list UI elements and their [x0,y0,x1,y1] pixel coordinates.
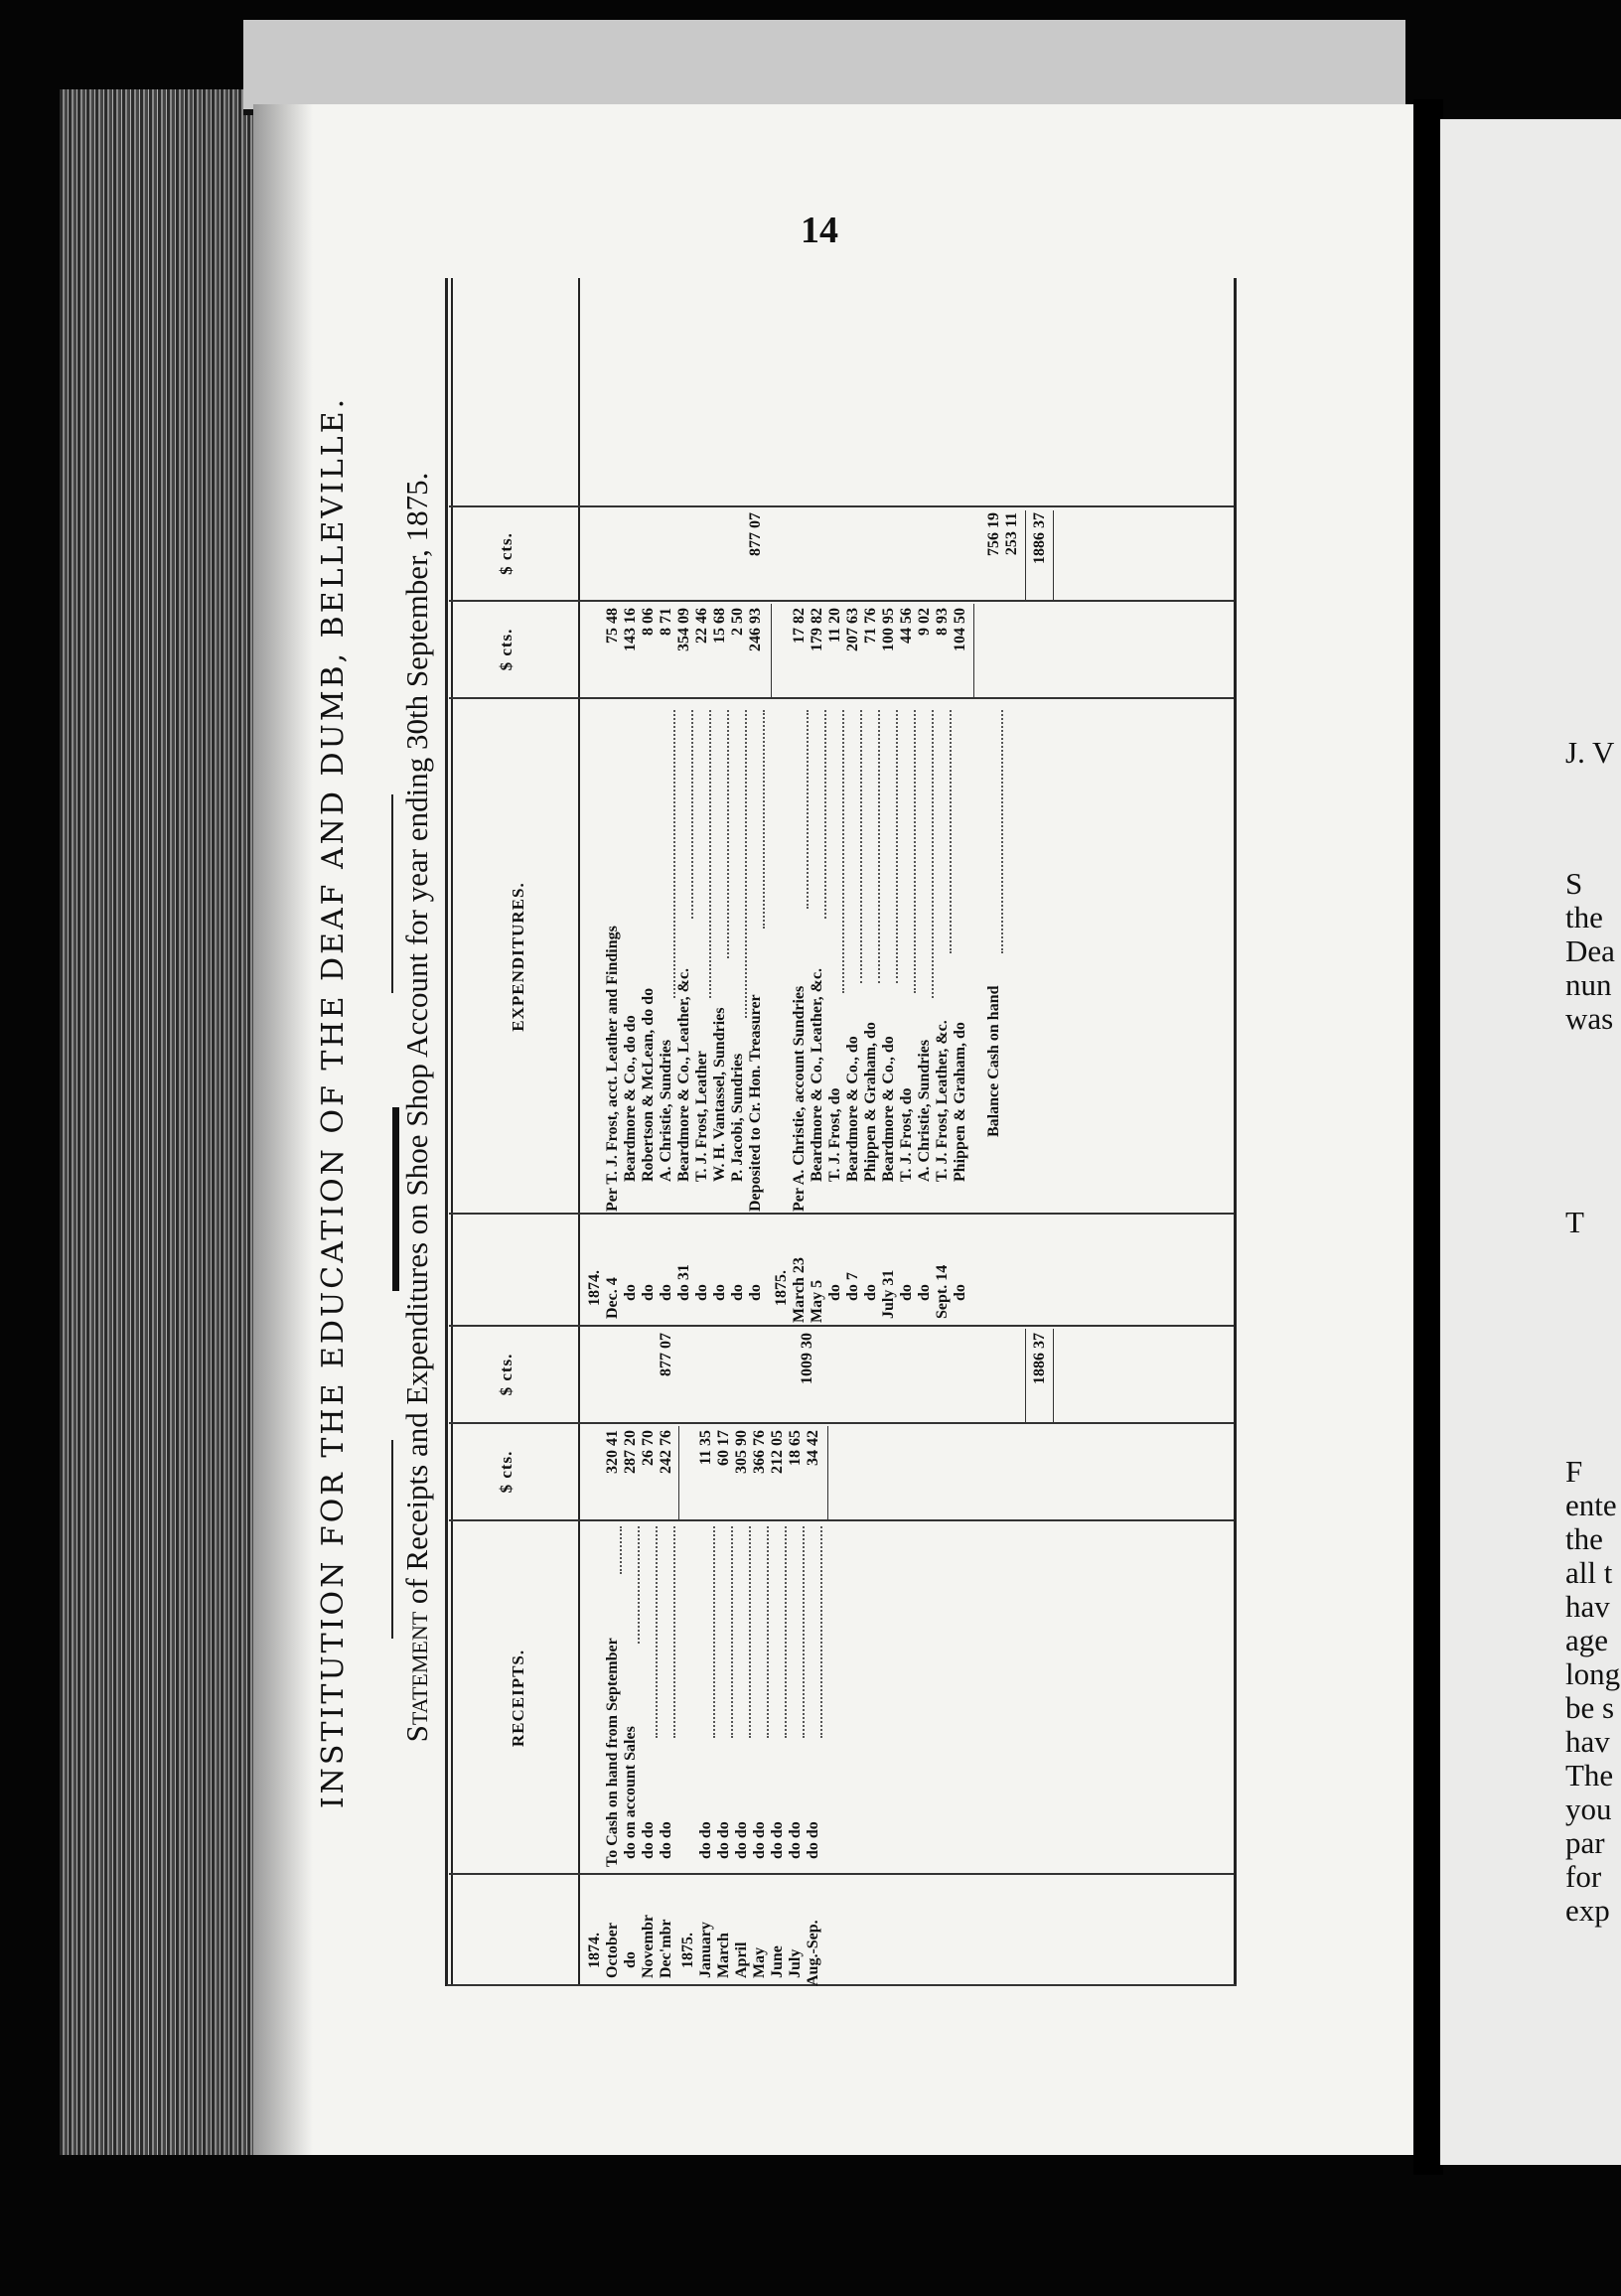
leader-dots [636,1526,640,1644]
col-rule [447,1984,1237,1986]
expenditure-amount: 22 46 [693,608,710,644]
leader-dots [618,1526,622,1574]
expenditure-date: do [640,1284,657,1301]
receipt-amount: 11 35 [697,1430,714,1466]
expenditure-subtotal: 877 07 [747,512,764,556]
header-rule [578,278,580,1986]
receipt-amount: 34 42 [805,1430,821,1466]
receipt-subtotal: 1009 30 [799,1333,815,1384]
subtotal-rule [973,604,974,697]
expenditure-date: 1874. [586,1270,603,1306]
receipt-description: do do [805,1821,821,1859]
leader-dots [818,1526,822,1738]
col-rule [449,1213,1234,1215]
expenditure-description: A. Christie, Sundries [916,1039,933,1182]
expenditure-amount: 207 63 [844,608,861,651]
right-page-line: for [1565,1859,1602,1894]
right-page-line: T [1565,1205,1584,1239]
rotated-statement [316,278,1301,1986]
receipt-date: Dec'mbr [658,1919,674,1978]
expenditure-amount: 17 82 [791,608,808,644]
expenditure-description: W. H. Vantassel, Sundries [711,1007,728,1182]
receipt-date: 1875. [679,1933,696,1968]
table-top-rule-thin [451,278,453,1986]
receipt-description: do do [769,1821,786,1859]
right-page-line: be s [1565,1690,1615,1725]
right-page-line: F [1565,1454,1583,1489]
expenditure-date: July 31 [880,1269,897,1319]
expenditure-description: Per A. Christie, account Sundries [791,985,808,1212]
receipt-description: do do [697,1821,714,1859]
receipt-description: do do [715,1821,732,1859]
expenditure-date: do [898,1284,915,1301]
right-page-line: S [1565,866,1583,901]
subtotal-rule [771,604,772,697]
page-edges [60,89,258,2155]
expenditure-subtotal: 756 19 [985,512,1002,556]
right-page-line: the [1565,1521,1603,1556]
expenditure-date: do [916,1284,933,1301]
expenditure-amount: 8 71 [658,608,674,636]
expenditure-date: May 5 [809,1279,825,1323]
subtitle-text: of Receipts and Expenditures on Shoe Shop Account for year ending 30th September, 1875. [399,472,434,1605]
leader-dots [761,710,765,929]
right-page-line: long [1565,1656,1621,1691]
receipt-date: 1874. [586,1933,603,1968]
leader-dots [711,1526,715,1738]
receipts-header: RECEIPTS. [509,1649,527,1748]
expenditure-date: do [693,1284,710,1301]
right-page-line: par [1565,1825,1605,1860]
leader-dots [725,710,729,958]
leader-dots [912,710,916,993]
receipt-description: do on account Sales [622,1726,639,1859]
statement-subtitle [399,278,435,1937]
expenditure-amount: 71 76 [862,608,879,644]
expenditure-amount: 354 09 [675,608,692,651]
leader-dots [671,1526,675,1738]
subtitle-lead: Statement [399,1611,434,1743]
expenditures-cts-header: $ cts. [497,628,516,671]
table-top-rule [445,278,448,1986]
expenditure-description: Deposited to Cr. Hon. Treasurer [747,994,764,1212]
expenditure-amount: 104 50 [952,608,968,651]
leader-dots [765,1526,769,1738]
expenditure-description: A. Christie, Sundries [658,1039,674,1182]
col-rule [449,600,1234,602]
right-page-line: hav [1565,1724,1610,1759]
col-rule [449,697,1234,699]
receipt-description: do do [658,1821,674,1859]
expenditure-amount: 100 95 [880,608,897,651]
page-gutter-shadow [253,104,313,2155]
receipt-amount: 287 20 [622,1430,639,1474]
expenditures-total: 1886 37 [1031,512,1048,564]
table-bottom-rule [1234,278,1237,1986]
expenditure-description: T. J. Frost, Leather, &c. [934,1020,951,1182]
leader-dots [707,710,711,998]
expenditure-amount: 75 48 [604,608,621,644]
receipts-cts-header: $ cts. [497,1450,516,1494]
leader-dots [801,1526,805,1738]
receipt-date: do [622,1951,639,1968]
page-title: INSTITUTION FOR THE EDUCATION OF THE DEAF AND DUMB, BELLEVILLE. [316,395,351,1809]
col-rule [449,1519,1234,1521]
receipt-date: June [769,1945,786,1978]
receipt-amount: 242 76 [658,1430,674,1474]
expenditures-cts-header-2: $ cts. [497,532,516,575]
receipt-date: Novembr [640,1915,657,1978]
col-rule [449,1422,1234,1424]
receipt-description: To Cash on hand from September [604,1638,621,1867]
expenditure-amount: 8 93 [934,608,951,636]
leader-dots [894,710,898,983]
leader-dots [822,710,826,919]
expenditure-amount: 11 20 [826,608,843,644]
expenditure-date: do [711,1284,728,1301]
expenditure-date: do [862,1284,879,1301]
leader-dots [729,1526,733,1738]
book-spine [1413,99,1443,2175]
expenditure-date: March 23 [791,1257,808,1323]
book-top-edge [243,20,1405,115]
leader-dots [948,710,952,953]
expenditure-amount: 9 02 [916,608,933,636]
expenditure-amount: 15 68 [711,608,728,644]
expenditure-amount: 2 50 [729,608,746,636]
leader-dots [743,710,747,1018]
receipt-date: April [733,1941,750,1978]
leader-dots [671,710,675,998]
expenditure-date: do [622,1284,639,1301]
expenditure-description: Beardmore & Co., do [844,1036,861,1182]
receipt-amount: 26 70 [640,1430,657,1466]
expenditure-description: Per T. J. Frost, acct. Leather and Findings [604,926,621,1212]
expenditure-amount: 8 06 [640,608,657,636]
expenditure-description: Phippen & Graham, do [952,1022,968,1182]
right-page-line: Dea [1565,933,1615,968]
right-page-line: nun [1565,967,1612,1002]
receipt-amount: 60 17 [715,1430,732,1466]
receipt-subtotal: 877 07 [658,1333,674,1376]
receipt-description: do do [787,1821,804,1859]
expenditure-description: Phippen & Graham, do [862,1022,879,1182]
leader-dots [858,710,862,983]
receipt-description: do do [751,1821,768,1859]
receipt-description: do do [640,1821,657,1859]
leader-dots [805,710,809,909]
right-page-line: The [1565,1758,1614,1793]
receipts-cts-header-2: $ cts. [497,1353,516,1396]
leader-dots [689,710,693,919]
receipt-amount: 212 05 [769,1430,786,1474]
right-page-line: was [1565,1001,1614,1036]
receipt-amount: 366 76 [751,1430,768,1474]
expenditure-description: P. Jacobi, Sundries [729,1053,746,1182]
expenditure-date: do [952,1284,968,1301]
expenditure-date: Sept. 14 [934,1264,951,1319]
receipt-amount: 320 41 [604,1430,621,1474]
receipt-amount: 18 65 [787,1430,804,1466]
total-rule [1025,1329,1026,1422]
expenditure-description: Balance Cash on hand [985,985,1002,1137]
expenditure-date: do [747,1284,764,1301]
expenditure-date: do [729,1284,746,1301]
right-page-line: exp [1565,1893,1610,1928]
expenditure-date: Dec. 4 [604,1277,621,1319]
receipt-date: July [787,1948,804,1978]
expenditures-header: EXPENDITURES. [509,882,527,1032]
leader-dots [999,710,1003,953]
receipt-date: January [697,1922,714,1978]
expenditure-amount: 246 93 [747,608,764,651]
receipts-total: 1886 37 [1031,1333,1048,1384]
expenditure-amount: 143 16 [622,608,639,651]
right-page-line: age [1565,1623,1609,1657]
subtotal-rule [827,1426,828,1519]
expenditure-description: Beardmore & Co., Leather, &c. [675,967,692,1182]
col-rule [449,1873,1234,1875]
divider [391,794,393,993]
expenditure-description: T. J. Frost, do [898,1087,915,1182]
expenditure-description: Beardmore & Co., do [880,1036,897,1182]
expenditure-date: do [826,1284,843,1301]
expenditure-date: do [658,1284,674,1301]
ornamental-divider [392,1107,399,1291]
expenditure-balance: 253 11 [1003,512,1020,556]
subtotal-rule [678,1426,679,1519]
expenditure-date: 1875. [773,1270,790,1306]
leader-dots [930,710,934,998]
leader-dots [840,710,844,993]
col-rule [449,505,1234,507]
receipt-amount: 305 90 [733,1430,750,1474]
expenditure-description: Beardmore & Co., Leather, &c. [809,967,825,1182]
expenditure-description: Robertson & McLean, do do [640,987,657,1182]
total-rule [1053,510,1054,600]
right-page-line: all t [1565,1555,1613,1590]
expenditure-description: Beardmore & Co., do do [622,1015,639,1182]
receipt-date: May [751,1946,768,1978]
right-page-line: ente [1565,1488,1617,1522]
expenditure-date: do 7 [844,1272,861,1301]
expenditure-amount: 44 56 [898,608,915,644]
col-rule [449,1325,1234,1327]
receipt-date: Aug.-Sep. [805,1920,821,1986]
right-page-line: hav [1565,1589,1610,1624]
receipt-description: do do [733,1821,750,1859]
receipt-date: October [604,1923,621,1978]
right-page-line: the [1565,900,1603,934]
expenditure-amount: 179 82 [809,608,825,651]
leader-dots [654,1526,658,1738]
leader-dots [747,1526,751,1738]
total-rule [1053,1329,1054,1422]
right-page-line: J. V [1565,735,1615,770]
total-rule [1025,510,1026,600]
expenditure-description: T. J. Frost, do [826,1087,843,1182]
right-page-line: you [1565,1792,1612,1826]
divider [391,1440,393,1639]
expenditure-description: T. J. Frost, Leather [693,1051,710,1182]
page-number: 14 [801,210,838,251]
leader-dots [783,1526,787,1738]
leader-dots [876,710,880,983]
expenditure-date: do 31 [675,1264,692,1301]
receipt-date: March [715,1933,732,1978]
